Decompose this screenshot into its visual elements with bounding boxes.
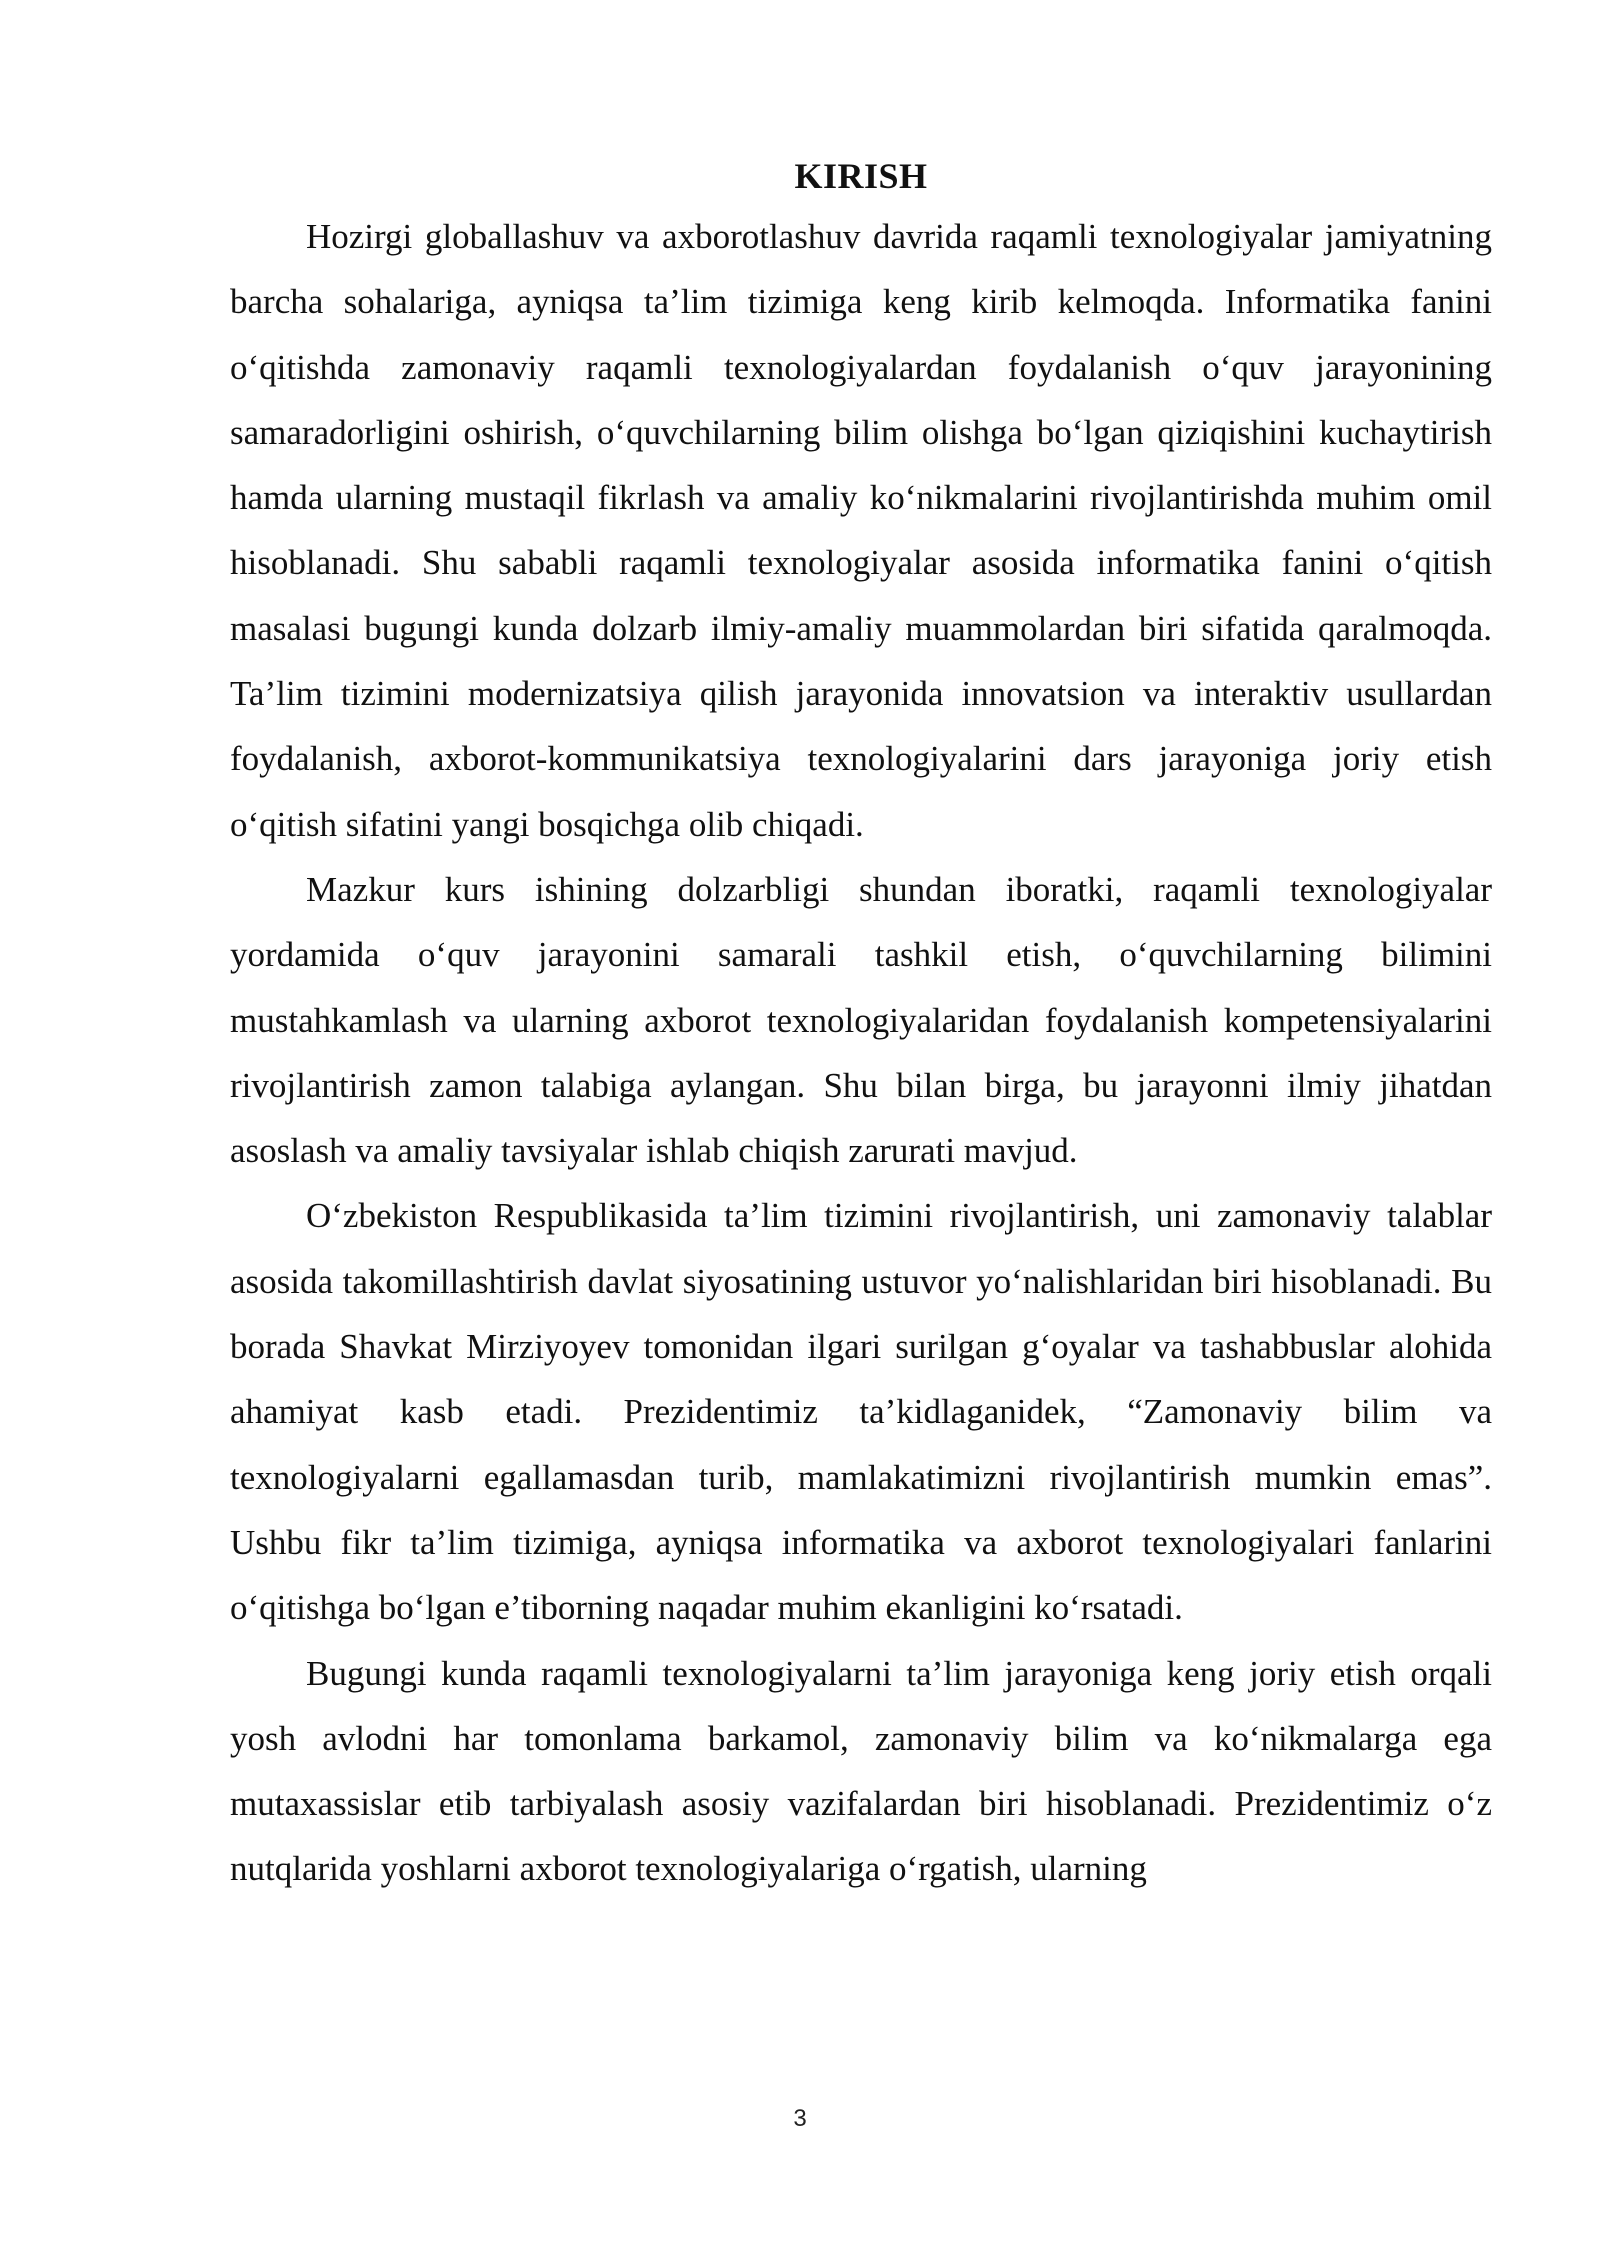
paragraph-1: Hozirgi globallashuv va axborotlashuv davrida raqamli texnologiyalar jamiyatning barcha sohalariga, ayniqsa ta’lim tizimiga keng kirib kelmoqda. Informatika fanini o‘qitishda zamonaviy raqamli texnologiyalardan foydalanish o‘quv jarayonining samaradorligini oshirish, o‘quvchilarning bilim olishga bo‘lgan qiziqishini kuchaytirish hamda ularning mustaqil fikrlash va amaliy ko‘nikmalarini rivojlantirishda muhim omil hisoblanadi. Shu sababli raqamli texnologiyalar asosida informatika fanini o‘qitish masalasi bugungi kunda dolzarb ilmiy-amaliy muammolardan biri sifatida qaralmoqda. Ta’lim tizimini modernizatsiya qilish jarayonida innovatsion va interaktiv usullardan foydalanish, axborot-kommunikatsiya texnologiyalarini dars jarayoniga joriy etish o‘qitish sifatini yangi bosqichga olib chiqadi. — [230, 217, 1492, 844]
page-content — [230, 148, 1492, 1902]
paragraph-3: O‘zbekiston Respublikasida ta’lim tizimini rivojlantirish, uni zamonaviy talablar asosida takomillashtirish davlat siyosatining ustuvor yo‘nalishlaridan biri hisoblanadi. Bu borada Shavkat Mirziyoyev tomonidan ilgari surilgan g‘oyalar va tashabbuslar alohida ahamiyat kasb etadi. Prezidentimiz ta’kidlaganidek, “Zamonaviy bilim va texnologiyalarni egallamasdan turib, mamlakatimizni rivojlantirish mumkin emas”. Ushbu fikr ta’lim tizimiga, ayniqsa informatika va axborot texnologiyalari fanlarini o‘qitishga bo‘lgan e’tiborning naqadar muhim ekanligini ko‘rsatadi. — [230, 1196, 1492, 1628]
page-number: 3 — [793, 2105, 807, 2132]
section-heading: KIRISH — [794, 156, 928, 196]
paragraph-2: Mazkur kurs ishining dolzarbligi shundan iboratki, raqamli texnologiyalar yordamida o‘quv jarayonini samarali tashkil etish, o‘quvchilarning bilimini mustahkamlash va ularning axborot texnologiyalaridan foydalanish kompetensiyalarini rivojlantirish zamon talabiga aylangan. Shu bilan birga, bu jarayonni ilmiy jihatdan asoslash va amaliy tavsiyalar ishlab chiqish zarurati mavjud. — [230, 869, 1492, 1171]
paragraph-4: Bugungi kunda raqamli texnologiyalarni ta’lim jarayoniga keng joriy etish orqali yosh avlodni har tomonlama barkamol, zamonaviy bilim va ko‘nikmalarga ega mutaxassislar etib tarbiyalash asosiy vazifalardan biri hisoblanadi. Prezidentimiz o‘z nutqlarida yoshlarni axborot texnologiyalariga o‘rgatish, ularning — [230, 1653, 1492, 1889]
